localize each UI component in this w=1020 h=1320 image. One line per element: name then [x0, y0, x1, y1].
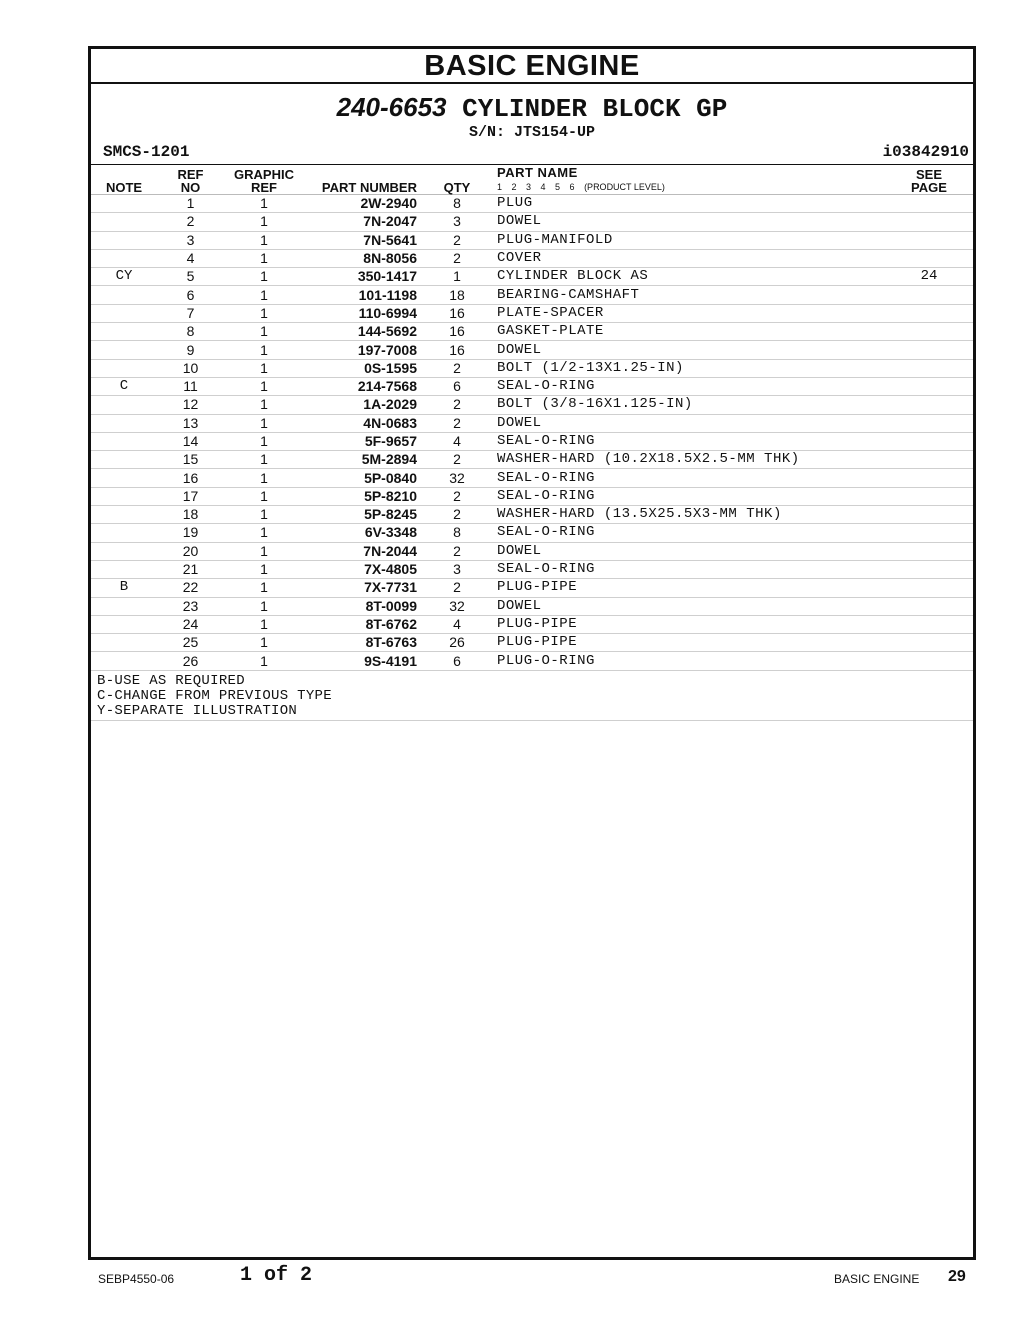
part-number-cell: 101-1198: [304, 286, 417, 304]
col-ref-no: REF NO: [157, 165, 224, 195]
illustration-id: i03842910: [882, 143, 969, 161]
table-row: [91, 451, 973, 469]
part-number-cell: 7X-4805: [304, 560, 417, 578]
graphic-ref-cell: 1: [224, 615, 304, 633]
part-number-cell: 1A-2029: [304, 396, 417, 414]
graphic-ref-cell: 1: [224, 304, 304, 322]
footer-section: BASIC ENGINE: [834, 1272, 920, 1286]
graphic-ref-cell: 1: [224, 634, 304, 652]
qty-cell: 2: [417, 506, 497, 524]
table-row: [91, 506, 973, 524]
table-row: [91, 542, 973, 560]
table-row: [91, 579, 973, 597]
page-footer: [0, 1264, 1020, 1294]
table-row: [91, 414, 973, 432]
see-page-cell: [885, 231, 973, 249]
qty-cell: 4: [417, 615, 497, 633]
col-qty: QTY: [417, 165, 497, 195]
qty-cell: 8: [417, 195, 497, 213]
note-cell: [91, 597, 157, 615]
note-cell: [91, 304, 157, 322]
part-name-cell: WASHER-HARD (10.2X18.5X2.5-MM THK): [497, 451, 885, 469]
see-page-cell: [885, 249, 973, 267]
part-number-cell: 2W-2940: [304, 195, 417, 213]
part-name-cell: PLUG: [497, 195, 885, 213]
part-number-cell: 8T-6762: [304, 615, 417, 633]
part-name-cell: COVER: [497, 249, 885, 267]
ref-no-cell: 5: [157, 268, 224, 286]
graphic-ref-cell: 1: [224, 195, 304, 213]
table-row: [91, 432, 973, 450]
see-page-cell: [885, 506, 973, 524]
table-row: [91, 323, 973, 341]
part-number-cell: 5F-9657: [304, 432, 417, 450]
graphic-ref-cell: 1: [224, 597, 304, 615]
note-cell: [91, 451, 157, 469]
part-name-cell: PLUG-O-RING: [497, 652, 885, 670]
graphic-ref-cell: 1: [224, 432, 304, 450]
parts-body: [91, 195, 973, 671]
col-part-number: PART NUMBER: [304, 165, 417, 195]
qty-cell: 2: [417, 249, 497, 267]
group-part-number: 240-6653: [336, 92, 447, 122]
part-name-cell: DOWEL: [497, 542, 885, 560]
graphic-ref-cell: 1: [224, 542, 304, 560]
ref-no-cell: 16: [157, 469, 224, 487]
qty-cell: 1: [417, 268, 497, 286]
see-page-cell: [885, 414, 973, 432]
ref-no-cell: 7: [157, 304, 224, 322]
part-number-cell: 6V-3348: [304, 524, 417, 542]
meta-row: [91, 139, 973, 165]
qty-cell: 32: [417, 597, 497, 615]
part-name-cell: BOLT (1/2-13X1.25-IN): [497, 359, 885, 377]
table-row: [91, 341, 973, 359]
note-cell: [91, 432, 157, 450]
note-cell: [91, 652, 157, 670]
graphic-ref-cell: 1: [224, 249, 304, 267]
doc-number: SEBP4550-06: [98, 1272, 175, 1286]
graphic-ref-cell: 1: [224, 396, 304, 414]
note-cell: [91, 231, 157, 249]
table-row: [91, 560, 973, 578]
part-name-cell: SEAL-O-RING: [497, 560, 885, 578]
ref-no-cell: 21: [157, 560, 224, 578]
table-row: [91, 487, 973, 505]
see-page-cell: [885, 487, 973, 505]
graphic-ref-cell: 1: [224, 451, 304, 469]
graphic-ref-cell: 1: [224, 524, 304, 542]
note-cell: [91, 487, 157, 505]
table-row: [91, 469, 973, 487]
see-page-cell: [885, 469, 973, 487]
ref-no-cell: 17: [157, 487, 224, 505]
group-header: [91, 84, 973, 139]
part-name-cell: SEAL-O-RING: [497, 432, 885, 450]
ref-no-cell: 3: [157, 231, 224, 249]
part-name-cell: DOWEL: [497, 414, 885, 432]
part-number-cell: 5P-8210: [304, 487, 417, 505]
graphic-ref-cell: 1: [224, 469, 304, 487]
ref-no-cell: 2: [157, 213, 224, 231]
ref-no-cell: 14: [157, 432, 224, 450]
see-page-cell: [885, 542, 973, 560]
qty-cell: 2: [417, 487, 497, 505]
part-number-cell: 197-7008: [304, 341, 417, 359]
graphic-ref-cell: 1: [224, 506, 304, 524]
part-name-cell: DOWEL: [497, 341, 885, 359]
part-number-cell: 9S-4191: [304, 652, 417, 670]
part-number-cell: 7N-2047: [304, 213, 417, 231]
qty-cell: 2: [417, 542, 497, 560]
part-name-cell: DOWEL: [497, 597, 885, 615]
part-name-cell: PLATE-SPACER: [497, 304, 885, 322]
qty-cell: 4: [417, 432, 497, 450]
ref-no-cell: 15: [157, 451, 224, 469]
ref-no-cell: 13: [157, 414, 224, 432]
qty-cell: 2: [417, 396, 497, 414]
ref-no-cell: 11: [157, 377, 224, 395]
ref-no-cell: 10: [157, 359, 224, 377]
col-see-page: SEE PAGE: [885, 165, 973, 195]
graphic-ref-cell: 1: [224, 487, 304, 505]
part-number-cell: 5P-0840: [304, 469, 417, 487]
see-page-cell: [885, 579, 973, 597]
table-row: [91, 634, 973, 652]
qty-cell: 2: [417, 231, 497, 249]
see-page-cell: [885, 286, 973, 304]
qty-cell: 2: [417, 579, 497, 597]
qty-cell: 3: [417, 213, 497, 231]
part-name-cell: SEAL-O-RING: [497, 487, 885, 505]
ref-no-cell: 9: [157, 341, 224, 359]
note-cell: [91, 213, 157, 231]
part-name-cell: CYLINDER BLOCK AS: [497, 268, 885, 286]
part-number-cell: 144-5692: [304, 323, 417, 341]
part-number-cell: 110-6994: [304, 304, 417, 322]
qty-cell: 32: [417, 469, 497, 487]
table-row: [91, 195, 973, 213]
group-title: [91, 92, 973, 124]
table-row: [91, 524, 973, 542]
see-page-cell: [885, 304, 973, 322]
qty-cell: 16: [417, 341, 497, 359]
see-page-cell: [885, 597, 973, 615]
note-line: B-USE AS REQUIRED: [97, 672, 245, 689]
part-name-cell: SEAL-O-RING: [497, 469, 885, 487]
section-title: BASIC ENGINE: [424, 50, 640, 82]
note-cell: [91, 396, 157, 414]
see-page-cell: [885, 213, 973, 231]
part-number-cell: 8T-0099: [304, 597, 417, 615]
see-page-cell: 24: [885, 268, 973, 286]
note-cell: [91, 249, 157, 267]
ref-no-cell: 6: [157, 286, 224, 304]
table-row: [91, 652, 973, 670]
qty-cell: 2: [417, 359, 497, 377]
graphic-ref-cell: 1: [224, 268, 304, 286]
notes-block: [91, 671, 973, 721]
page-of: 1 of 2: [240, 1264, 313, 1287]
part-name-cell: WASHER-HARD (13.5X25.5X3-MM THK): [497, 506, 885, 524]
note-cell: C: [91, 377, 157, 395]
table-row: [91, 597, 973, 615]
graphic-ref-cell: 1: [224, 652, 304, 670]
table-row: [91, 396, 973, 414]
see-page-cell: [885, 396, 973, 414]
qty-cell: 16: [417, 304, 497, 322]
table-row: [91, 231, 973, 249]
part-number-cell: 5M-2894: [304, 451, 417, 469]
ref-no-cell: 25: [157, 634, 224, 652]
part-name-cell: PLUG-MANIFOLD: [497, 231, 885, 249]
part-number-cell: 7N-5641: [304, 231, 417, 249]
see-page-cell: [885, 195, 973, 213]
graphic-ref-cell: 1: [224, 286, 304, 304]
product-levels: 1 2 3 4 5 6 (PRODUCT LEVEL): [497, 182, 665, 192]
col-graphic-ref: GRAPHIC REF: [224, 165, 304, 195]
note-cell: [91, 634, 157, 652]
see-page-cell: [885, 634, 973, 652]
note-cell: [91, 560, 157, 578]
part-number-cell: 0S-1595: [304, 359, 417, 377]
part-number-cell: 4N-0683: [304, 414, 417, 432]
note-cell: [91, 323, 157, 341]
graphic-ref-cell: 1: [224, 377, 304, 395]
part-name-cell: SEAL-O-RING: [497, 377, 885, 395]
see-page-cell: [885, 359, 973, 377]
col-note: NOTE: [91, 165, 157, 195]
table-row: [91, 615, 973, 633]
note-cell: [91, 524, 157, 542]
table-row: [91, 304, 973, 322]
qty-cell: 2: [417, 414, 497, 432]
ref-no-cell: 8: [157, 323, 224, 341]
section-title-bar: [91, 49, 973, 84]
table-row: [91, 213, 973, 231]
part-name-cell: DOWEL: [497, 213, 885, 231]
note-cell: [91, 195, 157, 213]
qty-cell: 6: [417, 652, 497, 670]
note-cell: [91, 615, 157, 633]
note-cell: [91, 341, 157, 359]
qty-cell: 8: [417, 524, 497, 542]
note-cell: [91, 542, 157, 560]
part-name-cell: PLUG-PIPE: [497, 615, 885, 633]
note-line: Y-SEPARATE ILLUSTRATION: [97, 702, 298, 719]
part-name-cell: GASKET-PLATE: [497, 323, 885, 341]
see-page-cell: [885, 652, 973, 670]
part-number-cell: 8T-6763: [304, 634, 417, 652]
note-cell: [91, 506, 157, 524]
ref-no-cell: 22: [157, 579, 224, 597]
see-page-cell: [885, 560, 973, 578]
ref-no-cell: 4: [157, 249, 224, 267]
table-row: [91, 286, 973, 304]
table-row: [91, 268, 973, 286]
part-name-cell: BEARING-CAMSHAFT: [497, 286, 885, 304]
qty-cell: 16: [417, 323, 497, 341]
note-line: C-CHANGE FROM PREVIOUS TYPE: [97, 687, 332, 704]
part-number-cell: 350-1417: [304, 268, 417, 286]
see-page-cell: [885, 377, 973, 395]
graphic-ref-cell: 1: [224, 323, 304, 341]
graphic-ref-cell: 1: [224, 560, 304, 578]
parts-table: [91, 165, 973, 671]
see-page-cell: [885, 323, 973, 341]
ref-no-cell: 18: [157, 506, 224, 524]
table-row: [91, 377, 973, 395]
part-number-cell: 7N-2044: [304, 542, 417, 560]
part-name-cell: SEAL-O-RING: [497, 524, 885, 542]
serial-range: S/N: JTS154-UP: [468, 124, 596, 141]
note-cell: [91, 469, 157, 487]
see-page-cell: [885, 524, 973, 542]
qty-cell: 18: [417, 286, 497, 304]
ref-no-cell: 26: [157, 652, 224, 670]
graphic-ref-cell: 1: [224, 213, 304, 231]
ref-no-cell: 23: [157, 597, 224, 615]
graphic-ref-cell: 1: [224, 341, 304, 359]
table-row: [91, 249, 973, 267]
see-page-cell: [885, 432, 973, 450]
ref-no-cell: 24: [157, 615, 224, 633]
table-row: [91, 359, 973, 377]
note-cell: B: [91, 579, 157, 597]
ref-no-cell: 12: [157, 396, 224, 414]
part-number-cell: 8N-8056: [304, 249, 417, 267]
qty-cell: 6: [417, 377, 497, 395]
table-header-row: [91, 165, 973, 195]
part-name-cell: BOLT (3/8-16X1.125-IN): [497, 396, 885, 414]
qty-cell: 2: [417, 451, 497, 469]
part-name-cell: PLUG-PIPE: [497, 579, 885, 597]
part-number-cell: 7X-7731: [304, 579, 417, 597]
graphic-ref-cell: 1: [224, 231, 304, 249]
part-number-cell: 5P-8245: [304, 506, 417, 524]
part-name-cell: PLUG-PIPE: [497, 634, 885, 652]
col-part-name: PART NAME 1 2 3 4 5 6 (PRODUCT LEVEL): [497, 165, 885, 195]
note-cell: [91, 359, 157, 377]
graphic-ref-cell: 1: [224, 579, 304, 597]
see-page-cell: [885, 451, 973, 469]
group-name: CYLINDER BLOCK GP: [462, 94, 728, 124]
see-page-cell: [885, 615, 973, 633]
qty-cell: 26: [417, 634, 497, 652]
note-cell: [91, 414, 157, 432]
note-cell: [91, 286, 157, 304]
page-frame: [88, 46, 976, 1260]
qty-cell: 3: [417, 560, 497, 578]
graphic-ref-cell: 1: [224, 414, 304, 432]
smcs-code: SMCS-1201: [103, 143, 190, 161]
ref-no-cell: 19: [157, 524, 224, 542]
note-cell: CY: [91, 268, 157, 286]
ref-no-cell: 1: [157, 195, 224, 213]
see-page-cell: [885, 341, 973, 359]
part-number-cell: 214-7568: [304, 377, 417, 395]
ref-no-cell: 20: [157, 542, 224, 560]
page-number: 29: [948, 1268, 966, 1285]
graphic-ref-cell: 1: [224, 359, 304, 377]
